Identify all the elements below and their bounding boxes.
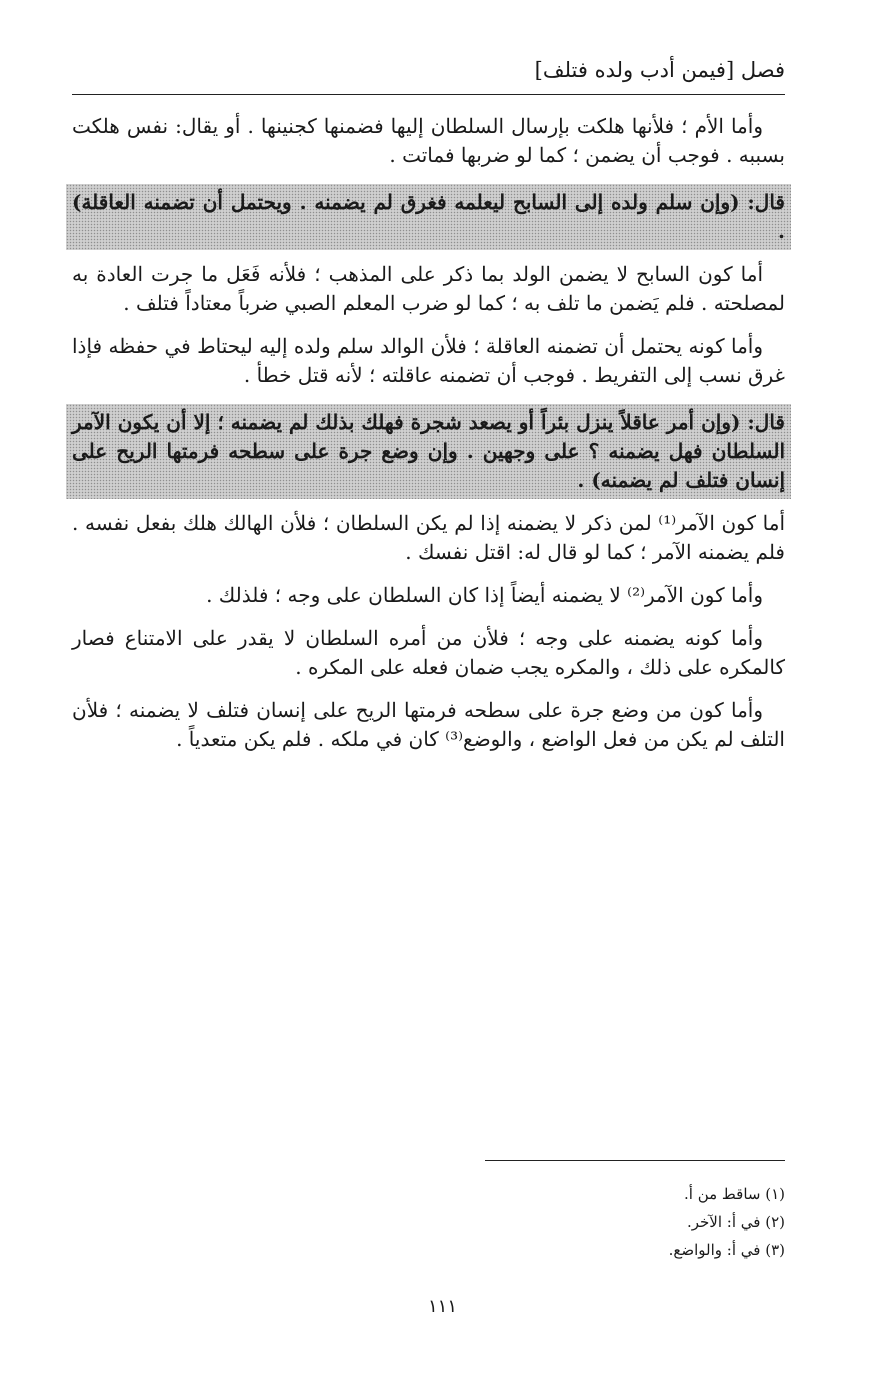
paragraph: وأما كونه يضمنه على وجه ؛ فلأن من أمره السلطان لا يقدر على الامتناع فصار كالمكره على ذلك ، والمكره يجب ضمان فعله على المكره . [72, 626, 785, 679]
footnote-rule [485, 1160, 785, 1161]
paragraph: أما كون الآمر⁽¹⁾ لمن ذكر لا يضمنه إذا لم يكن السلطان ؛ فلأن الهالك هلك بفعل نفسه . فلم يضمنه الآمر ؛ كما لو قال له: اقتل نفسك . [72, 511, 786, 564]
shaded-quote: قال: (وإن أمر عاقلاً ينزل بئراً أو يصعد شجرة فهلك بذلك لم يضمنه ؛ إلا أن يكون الآمر السلطان فهل يضمنه ؟ على وجهين . وإن وضع جرة على سطحه فرمتها الريح على إنسان فتلف لم يضمنه) . [66, 404, 791, 499]
footnote: (١) ساقط من أ. [683, 1185, 785, 1203]
shaded-quote: قال: (وإن سلم ولده إلى السابح ليعلمه فغرق لم يضمنه . ويحتمل أن تضمنه العاقلة) . [66, 184, 791, 250]
footnote: (٢) في أ: الآخر. [686, 1213, 785, 1231]
paragraph: وأما الأم ؛ فلأنها هلكت بإرسال السلطان إليها فضمنها كجنينها . أو يقال: نفس هلكت بسببه . فوجب أن يضمن ؛ كما لو ضربها فماتت . [72, 114, 785, 167]
body-text [72, 112, 785, 768]
footnotes [72, 1180, 785, 1264]
running-header: فصل [فيمن أدب ولده فتلف] [534, 58, 785, 82]
header-rule [72, 94, 785, 95]
paragraph: وأما كونه يحتمل أن تضمنه العاقلة ؛ فلأن الوالد سلم ولده إليه ليحتاط في حفظه فإذا غرق نسب إلى التفريط . فوجب أن تضمنه عاقلته ؛ لأنه قتل خطأ . [72, 334, 785, 387]
page-number: ١١١ [427, 1296, 457, 1317]
paragraph: أما كون السابح لا يضمن الولد بما ذكر على المذهب ؛ فلأنه فَعَل ما جرت العادة به لمصلحته . فلم يَضمن ما تلف به ؛ كما لو ضرب المعلم الصبي ضرباً معتاداً فتلف . [72, 262, 785, 315]
paragraph: وأما كون الآمر⁽²⁾ لا يضمنه أيضاً إذا كان السلطان على وجه ؛ فلذلك . [206, 583, 763, 607]
footnote: (٣) في أ: والواضع. [668, 1241, 785, 1259]
paragraph: وأما كون من وضع جرة على سطحه فرمتها الريح على إنسان فتلف لا يضمنه ؛ فلأن التلف لم يكن من فعل الواضع ، والوضع⁽³⁾ كان في ملكه . فلم يكن متعدياً . [72, 698, 785, 751]
